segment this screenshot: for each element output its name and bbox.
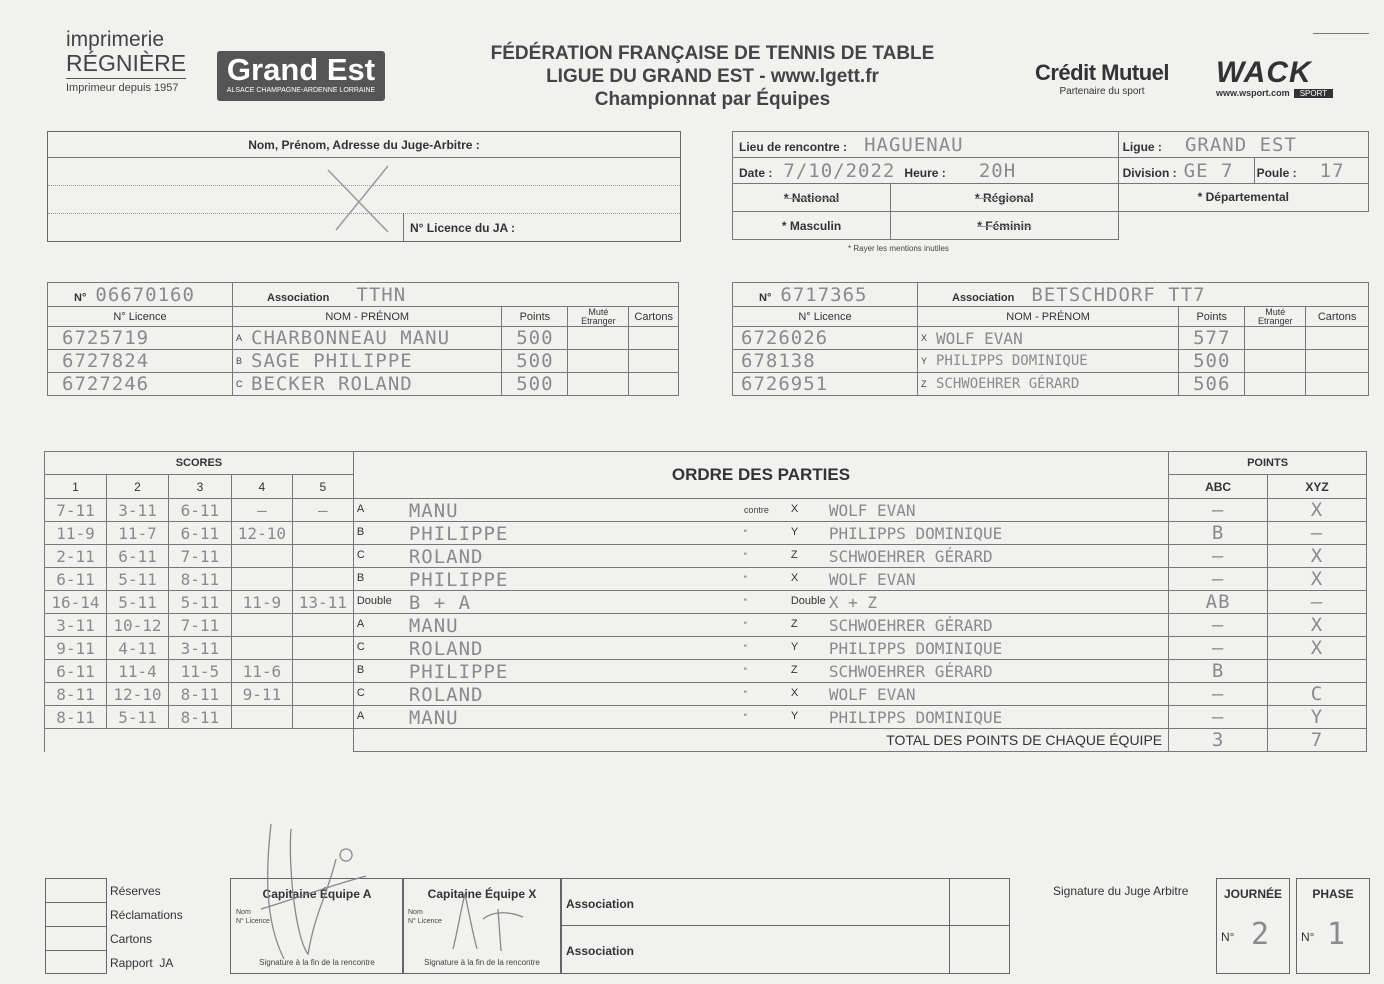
player-name: SAGE PHILIPPE: [251, 350, 413, 372]
player-licence: 6726951: [741, 373, 829, 395]
partie-code-a: B: [356, 572, 365, 584]
partie-abc: —: [1211, 683, 1225, 705]
team-x-player-row: [733, 327, 1369, 350]
partie-name-a: PHILIPPE: [408, 569, 509, 591]
partie-name-x: WOLF EVAN: [828, 501, 916, 520]
player-licence: 6727246: [62, 373, 150, 395]
team-a-player-row: [48, 373, 679, 396]
partie-separator: contre: [743, 505, 769, 515]
set-score: 8-11: [180, 684, 220, 704]
wack-logo: [1216, 58, 1378, 98]
team-x-assoc-label: Association: [952, 291, 1015, 304]
set-score: —: [257, 500, 267, 520]
partie-code-a: B: [356, 526, 365, 538]
partie-separator: “: [743, 551, 747, 561]
team-a-no-value: 06670160: [95, 283, 195, 306]
set-score: 3-11: [118, 500, 157, 520]
player-letter: Z: [921, 379, 927, 389]
partie-name-x: PHILIPPS DOMINIQUE: [828, 708, 1003, 727]
partie-code-a: A: [356, 503, 365, 515]
partie-code-x: Z: [790, 549, 798, 561]
partie-name-a: B + A: [408, 592, 472, 614]
team-a-table: [47, 282, 679, 396]
set-score: 2-11: [56, 546, 95, 566]
partie-name-a: MANU: [408, 500, 459, 522]
team-a-col-licence: N° Licence: [113, 310, 167, 323]
set-score: 8-11: [56, 707, 95, 727]
team-x-player-row: [733, 373, 1369, 396]
partie-separator: “: [743, 643, 747, 653]
team-x-assoc-value: BETSCHDORF TT7: [1031, 283, 1206, 306]
set-score: 11-9: [56, 523, 95, 543]
player-name: CHARBONNEAU MANU: [251, 327, 451, 349]
player-letter: A: [236, 333, 243, 343]
pen-stroke: [1313, 33, 1369, 34]
header-titles: [440, 42, 985, 111]
set-score: 7-11: [180, 615, 220, 635]
feminin-option: * Féminin: [977, 218, 1032, 233]
heure-label: Heure :: [904, 165, 946, 180]
departemental-option: * Départemental: [1197, 190, 1289, 204]
partie-abc: —: [1211, 637, 1225, 659]
partie-abc: B: [1211, 660, 1225, 682]
poule-value: 17: [1319, 159, 1345, 182]
set-score: 5-11: [118, 592, 157, 612]
partie-code-x: Z: [790, 618, 798, 630]
player-points: 506: [1193, 373, 1231, 395]
abc-header: ABC: [1205, 479, 1232, 494]
wack-tag: SPORT: [1294, 89, 1333, 98]
set-score: 9-11: [56, 638, 95, 658]
division-value: GE 7: [1183, 159, 1234, 182]
team-x-no-label: N°: [759, 291, 772, 304]
set-score: —: [318, 500, 328, 520]
set-score: 5-11: [180, 592, 220, 612]
phase-label: PHASE: [1312, 887, 1354, 901]
partie-name-x: WOLF EVAN: [828, 570, 916, 589]
set-score: 8-11: [180, 569, 220, 589]
wack-name: WACK: [1216, 56, 1312, 89]
capitaine-a-nom: Nom: [236, 909, 251, 916]
partie-name-x: X + Z: [828, 593, 878, 612]
rencontre-table: [732, 131, 1369, 240]
team-x-col-mute: Muté Etranger: [1257, 306, 1293, 326]
cartons-label: Cartons: [110, 932, 153, 946]
grandest-sub: ALSACE CHAMPAGNE-ARDENNE LORRAINE: [226, 87, 376, 94]
team-x-col-licence: N° Licence: [798, 310, 852, 323]
partie-row: [45, 683, 1367, 706]
set-score: 12-10: [237, 523, 286, 543]
team-x-table: [732, 282, 1369, 396]
partie-row: [45, 614, 1367, 637]
player-points: 500: [516, 327, 554, 349]
set-score: 10-12: [113, 615, 162, 635]
partie-row: [45, 591, 1367, 614]
signature-x: [443, 889, 533, 959]
partie-code-x: X: [790, 687, 799, 699]
journee-value: 2: [1251, 917, 1271, 952]
capitaine-x-box: [402, 878, 562, 974]
lieu-value: HAGUENAU: [864, 133, 964, 156]
partie-name-a: PHILIPPE: [408, 523, 509, 545]
set-score: 8-11: [56, 684, 95, 704]
set-score: 5-11: [118, 569, 157, 589]
partie-code-a: A: [356, 618, 365, 630]
capitaine-a-signature-note: Signature à la fin de la rencontre: [259, 958, 375, 967]
set-score: 11-9: [242, 592, 282, 612]
team-a-player-row: [48, 327, 679, 350]
partie-separator: “: [743, 574, 747, 584]
partie-code-a: B: [356, 664, 365, 676]
set-header: 5: [319, 479, 327, 494]
partie-name-x: SCHWOEHRER GÉRARD: [828, 616, 993, 635]
set-score: 6-11: [180, 523, 220, 543]
phase-box: [1296, 878, 1370, 974]
set-score: 8-11: [180, 707, 220, 727]
partie-name-a: ROLAND: [408, 546, 484, 568]
association-x-label: Association: [566, 944, 635, 958]
partie-row: [45, 660, 1367, 683]
phase-no-label: N°: [1301, 930, 1315, 944]
set-score: 5-11: [118, 707, 157, 727]
set-score: 3-11: [56, 615, 95, 635]
journee-label: JOURNÉE: [1223, 887, 1282, 901]
partie-xyz: —: [1310, 522, 1324, 544]
set-score: 13-11: [298, 592, 347, 612]
reclamations-label: Réclamations: [110, 908, 183, 922]
partie-row: [45, 499, 1367, 522]
team-x-col-nom: NOM - PRÉNOM: [1006, 310, 1090, 323]
partie-code-a: Double: [356, 595, 392, 607]
partie-xyz: X: [1310, 499, 1324, 521]
set-score: 16-14: [51, 592, 100, 612]
poule-label: Poule :: [1256, 165, 1297, 180]
player-licence: 6726026: [741, 327, 829, 349]
team-a-assoc-value: TTHN: [356, 283, 407, 306]
reserves-label: Réserves: [110, 884, 161, 898]
partie-name-x: WOLF EVAN: [828, 685, 916, 704]
set-score: 7-11: [56, 500, 95, 520]
player-letter: Y: [921, 356, 928, 366]
partie-code-x: Z: [790, 664, 798, 676]
set-score: 11-5: [180, 661, 220, 681]
imprimerie-line3: Imprimeur depuis 1957: [66, 82, 179, 94]
player-licence: 6727824: [62, 350, 150, 372]
rapport-label: Rapport JA: [110, 956, 174, 970]
player-name: WOLF EVAN: [936, 328, 1023, 348]
lieu-label: Lieu de rencontre :: [739, 139, 848, 154]
set-header: 4: [258, 479, 266, 494]
set-score: 9-11: [242, 684, 282, 704]
ja-licence-label: N° Licence du JA :: [410, 221, 516, 235]
cross-out-mark: [318, 160, 398, 240]
partie-xyz: X: [1310, 545, 1324, 567]
wack-sub: www.wsport.com: [1216, 88, 1290, 98]
team-a-player-row: [48, 350, 679, 373]
partie-xyz: X: [1310, 568, 1324, 590]
partie-name-a: ROLAND: [408, 684, 484, 706]
imprimerie-underline: [66, 78, 186, 79]
partie-name-x: SCHWOEHRER GÉRARD: [828, 547, 993, 566]
capitaine-a-title: Capitaine Équipe A: [262, 887, 372, 901]
phase-value: 1: [1327, 917, 1347, 952]
header-line2: LIGUE DU GRAND EST - www.lgett.fr: [546, 66, 879, 87]
partie-xyz: C: [1310, 683, 1324, 705]
partie-abc: —: [1211, 614, 1225, 636]
set-score: 11-6: [242, 661, 282, 681]
partie-xyz: X: [1310, 614, 1324, 636]
player-points: 577: [1193, 327, 1231, 349]
ligue-label: Ligue :: [1122, 139, 1162, 154]
partie-abc: —: [1211, 568, 1225, 590]
team-a-col-nom: NOM - PRÉNOM: [325, 310, 410, 323]
partie-code-x: Double: [790, 595, 826, 607]
partie-separator: “: [743, 528, 747, 538]
masculin-option: * Masculin: [781, 218, 842, 233]
signature-juge-label: Signature du Juge Arbitre: [1053, 884, 1189, 898]
partie-row: [45, 568, 1367, 591]
parties-table: [44, 451, 1367, 752]
partie-xyz: X: [1310, 637, 1324, 659]
partie-name-a: MANU: [408, 615, 459, 637]
partie-abc: —: [1211, 545, 1225, 567]
total-abc: 3: [1211, 729, 1225, 751]
partie-separator: “: [743, 689, 747, 699]
credit-mutuel-sub: Partenaire du sport: [1059, 86, 1145, 97]
journee-no-label: N°: [1221, 930, 1235, 944]
player-name: SCHWOEHRER GÉRARD: [936, 376, 1080, 392]
player-name: PHILIPPS DOMINIQUE: [936, 353, 1088, 369]
set-header: 1: [72, 479, 79, 494]
set-score: 3-11: [180, 638, 220, 658]
journee-box: [1216, 878, 1290, 974]
heure-value: 20H: [978, 159, 1017, 182]
set-score: 6-11: [56, 569, 95, 589]
partie-code-x: Y: [790, 710, 799, 722]
total-label: TOTAL DES POINTS DE CHAQUE ÉQUIPE: [886, 732, 1163, 748]
partie-code-x: Y: [790, 641, 799, 653]
set-header: 3: [196, 479, 204, 494]
partie-code-a: C: [356, 641, 365, 653]
team-a-col-mute: Muté Etranger: [581, 306, 616, 326]
set-score: 11-4: [118, 661, 157, 681]
juge-arbitre-title: Nom, Prénom, Adresse du Juge-Arbitre :: [248, 138, 480, 152]
regional-option: * Régional: [974, 190, 1034, 205]
imprimerie-logo: [66, 28, 196, 94]
player-name: BECKER ROLAND: [251, 373, 413, 395]
credit-mutuel-logo: [1012, 60, 1192, 97]
juge-arbitre-box: [47, 131, 681, 242]
set-score: 7-11: [180, 546, 220, 566]
footer-checkboxes: [45, 878, 107, 974]
partie-name-a: PHILIPPE: [408, 661, 509, 683]
header-line3: Championnat par Équipes: [594, 89, 831, 110]
grandest-logo: [217, 51, 385, 101]
player-licence: 6725719: [62, 327, 150, 349]
date-value: 7/10/2022: [783, 159, 896, 182]
imprimerie-line2: RÉGNIÈRE: [66, 50, 187, 76]
xyz-header: XYZ: [1305, 479, 1329, 494]
partie-row: [45, 706, 1367, 729]
set-score: 6-11: [180, 500, 220, 520]
division-label: Division :: [1122, 165, 1177, 180]
partie-separator: “: [743, 620, 747, 630]
partie-xyz: —: [1310, 591, 1324, 613]
team-a-col-points: Points: [519, 310, 551, 323]
partie-name-x: PHILIPPS DOMINIQUE: [828, 524, 1003, 543]
team-x-no-value: 6717365: [780, 283, 868, 306]
association-box: [560, 878, 1010, 974]
capitaine-x-title: Capitaine Équipe X: [427, 887, 537, 901]
partie-abc: B: [1211, 522, 1225, 544]
partie-separator: “: [743, 666, 747, 676]
partie-code-x: X: [790, 503, 799, 515]
grandest-main: Grand Est: [226, 52, 376, 87]
player-points: 500: [1193, 350, 1231, 372]
player-letter: X: [921, 333, 928, 343]
header-line1: FÉDÉRATION FRANÇAISE DE TENNIS DE TABLE: [490, 43, 935, 64]
set-score: 12-10: [113, 684, 162, 704]
partie-row: [45, 545, 1367, 568]
team-x-col-points: Points: [1196, 310, 1228, 323]
player-points: 500: [516, 373, 554, 395]
team-x-player-row: [733, 350, 1369, 373]
partie-row: [45, 522, 1367, 545]
partie-code-x: X: [790, 572, 799, 584]
partie-xyz: Y: [1310, 706, 1324, 728]
signature-a: [256, 819, 366, 969]
partie-abc: —: [1211, 706, 1225, 728]
capitaine-x-signature-note: Signature à la fin de la rencontre: [424, 958, 540, 967]
partie-name-a: ROLAND: [408, 638, 484, 660]
capitaine-a-licence: N° Licence: [236, 918, 270, 925]
player-letter: B: [236, 356, 243, 366]
set-score: 11-7: [118, 523, 157, 543]
capitaine-x-licence: N° Licence: [408, 918, 442, 925]
partie-abc: —: [1211, 499, 1225, 521]
partie-separator: “: [743, 597, 747, 607]
date-label: Date :: [739, 165, 773, 180]
points-title: POINTS: [1247, 457, 1289, 469]
national-option: * National: [783, 190, 840, 205]
set-header: 2: [134, 479, 141, 494]
partie-code-a: A: [356, 710, 365, 722]
rayer-note: * Rayer les mentions inutiles: [848, 244, 949, 253]
team-x-col-cartons: Cartons: [1317, 310, 1357, 323]
partie-code-a: C: [356, 549, 365, 561]
ligue-value: GRAND EST: [1184, 133, 1297, 156]
credit-mutuel-name: Crédit Mutuel: [1034, 60, 1170, 85]
imprimerie-line1: imprimerie: [66, 28, 165, 51]
partie-code-x: Y: [790, 526, 799, 538]
team-a-col-cartons: Cartons: [634, 310, 673, 323]
set-score: 6-11: [118, 546, 157, 566]
scores-title: SCORES: [175, 457, 223, 469]
player-points: 500: [516, 350, 554, 372]
team-a-no-label: N°: [74, 291, 87, 304]
player-licence: 678138: [741, 350, 816, 372]
partie-separator: “: [743, 712, 747, 722]
partie-row: [45, 637, 1367, 660]
partie-name-a: MANU: [408, 707, 459, 729]
total-xyz: 7: [1310, 729, 1324, 751]
partie-abc: AB: [1205, 591, 1231, 613]
partie-name-x: PHILIPPS DOMINIQUE: [828, 639, 1003, 658]
capitaine-x-nom: Nom: [408, 909, 423, 916]
association-a-label: Association: [566, 897, 635, 911]
player-letter: C: [236, 379, 243, 389]
capitaine-a-box: [230, 878, 404, 974]
ordre-title: ORDRE DES PARTIES: [671, 465, 851, 484]
team-a-assoc-label: Association: [267, 291, 330, 304]
partie-code-a: C: [356, 687, 365, 699]
set-score: 4-11: [118, 638, 157, 658]
set-score: 6-11: [56, 661, 95, 681]
partie-name-x: SCHWOEHRER GÉRARD: [828, 662, 993, 681]
